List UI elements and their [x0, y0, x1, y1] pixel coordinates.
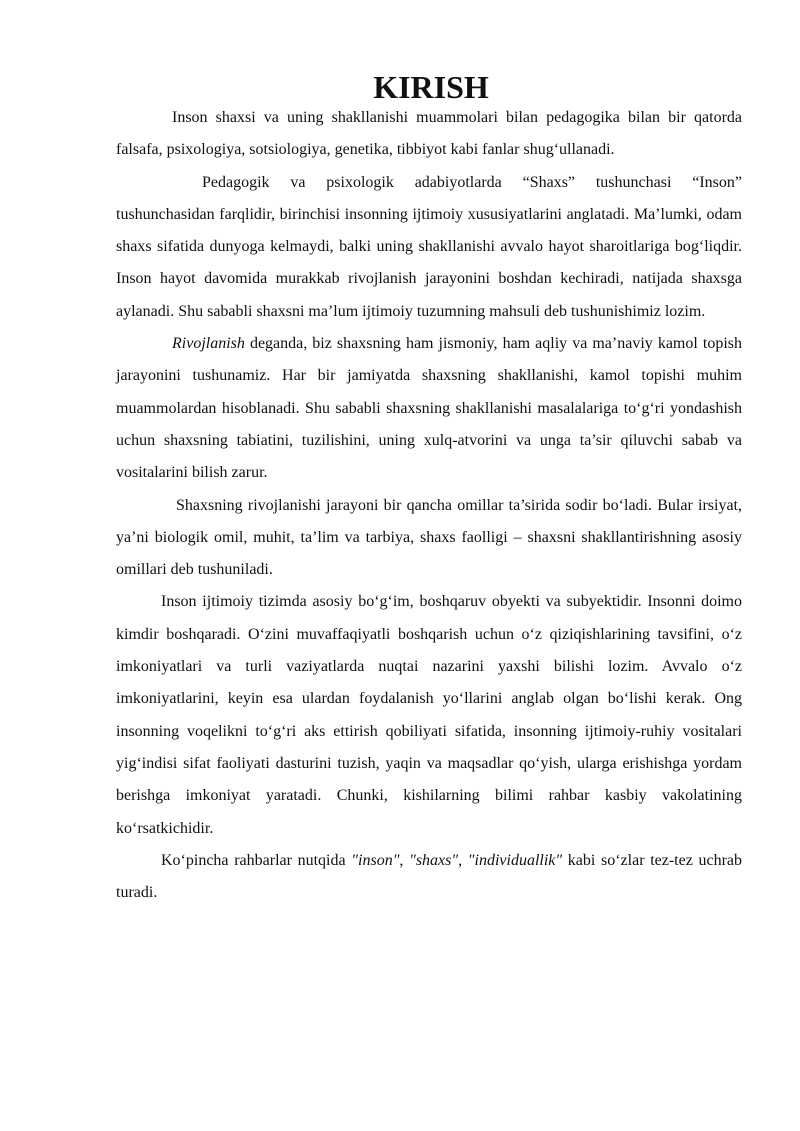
- paragraph-social-system: Inson ijtimoiy tizimda asosiy bo‘g‘im, boshqaruv obyekti va subyektidir. Insonni doimo kimdir boshqaradi. O‘zini muvaffaqiyatli boshqarish uchun o‘z qiziqishlarining tavsifini, o‘z imkoniyatlari va turli vaziyatlarda nuqtai nazarini yaxshi bilishi lozim. Avvalo o‘z imkoniyatlarini, keyin esa ulardan foydalanish yo‘llarini anglab olgan bo‘lishi kerak. Ong insonning voqelikni to‘g‘ri aks ettirish qobiliyati sifatida, insonning ijtimoiy-ruhiy vositalari yig‘indisi sifat faoliyati dasturini tuzish, yaqin va maqsadlar qo‘yish, ularga erishishga yordam berishga imkoniyat yaratadi. Chunki, kishilarning bilimi rahbar kasbiy vakolatining ko‘rsatkichidir.: [116, 593, 742, 837]
- term-shaxs: "shaxs": [409, 851, 459, 869]
- paragraph-leaders-text-start: Ko‘pincha rahbarlar nutqida: [161, 851, 352, 869]
- paragraph-leaders-speech: [116, 845, 742, 910]
- paragraph-development: [116, 328, 742, 489]
- separator-2: ,: [458, 851, 468, 869]
- document-body: [116, 69, 743, 909]
- paragraph-personality-concept: Pedagogik va psixologik adabiyotlarda “Shaxs” tushunchasi “Inson” tushunchasidan farqlidir, birinchisi insonning ijtimoiy xususiyatlarini anglatadi. Ma’lumki, odam shaxs sifatida dunyoga kelmaydi, balki uning shakllanishi avvalo hayot sharoitlariga bog‘liqdir. Inson hayot davomida murakkab rivojlanish jarayonini boshdan kechiradi, natijada shaxsga aylanadi. Shu sababli shaxsni ma’lum ijtimoiy tuzumning mahsuli deb tushunishimiz lozim.: [116, 173, 742, 320]
- paragraph-development-factors: Shaxsning rivojlanishi jarayoni bir qancha omillar ta’sirida sodir bo‘ladi. Bular irsiyat, ya’ni biologik omil, muhit, ta’lim va tarbiya, shaxs faolligi – shaxsni shakllantirishning asosiy omillari deb tushuniladi.: [116, 496, 742, 579]
- term-inson: "inson": [351, 851, 400, 869]
- paragraph-intro: Inson shaxsi va uning shakllanishi muammolari bilan pedagogika bilan bir qatorda falsafa, psixologiya, sotsiologiya, genetika, tibbiyot kabi fanlar shug‘ullanadi.: [116, 109, 742, 159]
- paragraph-development-text: deganda, biz shaxsning ham jismoniy, ham aqliy va ma’naviy kamol topish jarayonini tushunamiz. Har bir jamiyatda shaxsning shakllanishi, kamol topishi muhim muammolardan hisoblanadi. Shu sababli shaxsning shakllanishi masalalariga to‘g‘ri yondashish uchun shaxsning tabiatini, tuzilishini, uning xulq-atvorini va unga ta’sir qiluvchi sabab va vositalarini bilish zarur.: [116, 335, 742, 482]
- page-title: KIRISH: [373, 69, 489, 105]
- separator-1: ,: [399, 851, 410, 869]
- term-individuallik: "individuallik": [467, 851, 563, 869]
- paragraph-leaders-text-end: kabi so‘zlar tez-tez uchrab turadi.: [116, 851, 743, 902]
- term-rivojlanish: Rivojlanish: [172, 335, 245, 353]
